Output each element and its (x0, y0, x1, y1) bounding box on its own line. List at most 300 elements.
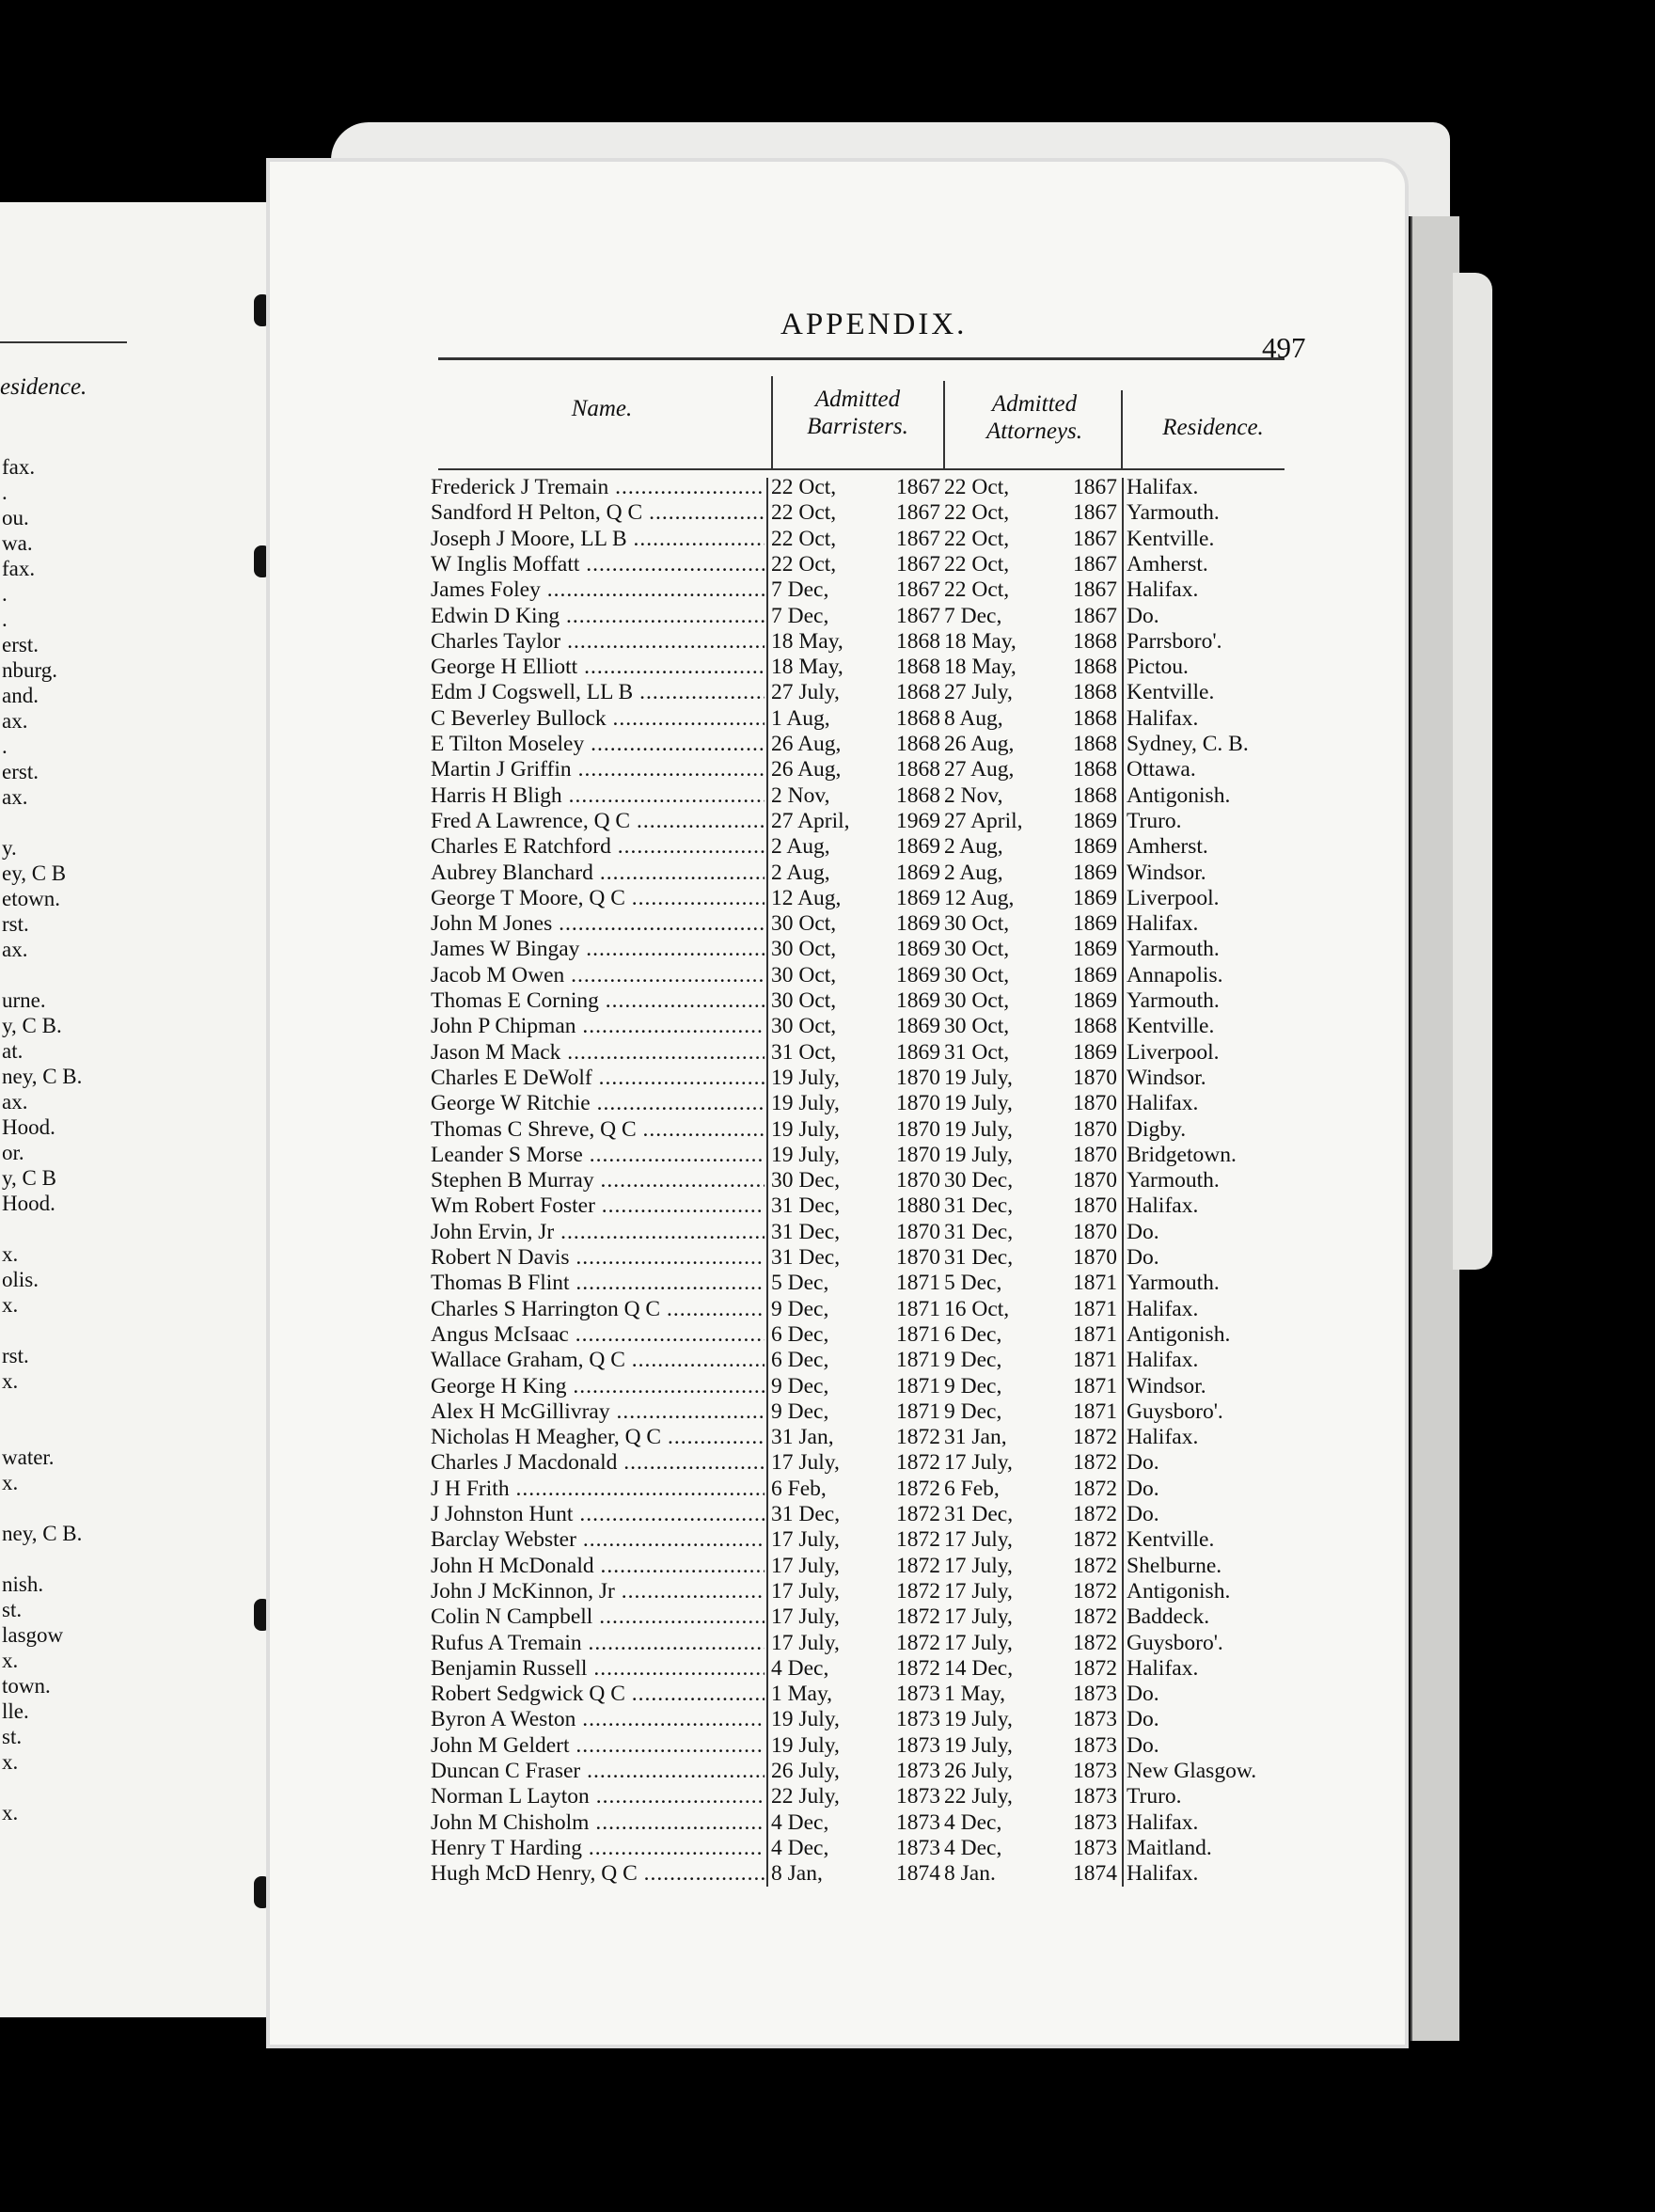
barrister-year: 1873 (896, 1759, 940, 1783)
attorney-year: 1873 (1073, 1835, 1117, 1860)
attorney-year: 1868 (1073, 782, 1117, 808)
residence: Pictou. (1127, 655, 1189, 680)
residence: Liverpool. (1127, 885, 1220, 910)
column-header-name (527, 395, 677, 422)
left-residence-entry: erst. (2, 633, 39, 656)
barrister-year: 1870 (896, 1116, 940, 1142)
residence: Baddeck. (1127, 1604, 1210, 1630)
residence: Antigonish. (1127, 1321, 1231, 1347)
entry-name: John M Chisholm ..... (431, 1810, 764, 1836)
left-residence-entry: ney, C B. (2, 1065, 83, 1088)
attorney-year: 1872 (1073, 1630, 1117, 1655)
barrister-year: 1873 (896, 1835, 940, 1860)
barrister-year: 1869 (896, 962, 940, 988)
attorney-date: 31 Jan, (944, 1425, 1007, 1450)
attorney-year: 1869 (1073, 885, 1117, 910)
entry-name: John Ervin, Jr ..... (431, 1220, 764, 1245)
barrister-date: 17 July, (771, 1630, 840, 1655)
attorney-year: 1870 (1073, 1116, 1117, 1142)
left-residence-entry: lle. (2, 1699, 29, 1723)
barrister-year: 1868 (896, 732, 940, 756)
barrister-date: 19 July, (771, 1116, 840, 1142)
entry-name: Nicholas H Meagher, Q C ..... (431, 1425, 764, 1450)
attorney-year: 1867 (1073, 526, 1117, 551)
attorney-date: 19 July, (944, 1732, 1013, 1758)
residence: Do. (1127, 1707, 1159, 1732)
barrister-date: 7 Dec, (771, 577, 829, 603)
residence: Windsor. (1127, 860, 1206, 885)
entry-name: J H Frith ..... (431, 1477, 764, 1502)
barrister-year: 1872 (896, 1425, 940, 1450)
entry-name: Fred A Lawrence, Q C ..... (431, 809, 764, 834)
left-residence-entry: and. (2, 684, 39, 707)
barrister-date: 30 Oct, (771, 1014, 837, 1039)
entry-name: Alex H McGillivray ..... (431, 1399, 764, 1425)
entry-name: Henry T Harding ..... (431, 1836, 764, 1861)
left-residence-entry: . (2, 582, 8, 606)
barrister-year: 1873 (896, 1732, 940, 1758)
attorney-date: 22 Oct, (944, 500, 1010, 526)
barrister-year: 1872 (896, 1527, 940, 1553)
barrister-year: 1867 (896, 603, 940, 628)
residence: Kentville. (1127, 526, 1215, 551)
barrister-year: 1870 (896, 1065, 940, 1090)
barrister-date: 6 Feb, (771, 1476, 827, 1501)
attorney-date: 22 Oct, (944, 526, 1010, 551)
entry-name: Edwin D King ..... (431, 604, 764, 629)
entry-name: Martin J Griffin ..... (431, 757, 764, 782)
attorney-year: 1868 (1073, 732, 1117, 756)
attorney-year: 1871 (1073, 1271, 1117, 1296)
entry-name: Leander S Morse ..... (431, 1143, 764, 1168)
barrister-date: 19 July, (771, 1065, 840, 1090)
attorney-date: 2 Nov, (944, 782, 1003, 808)
column-header-attorneys-line2: Attorneys. (985, 419, 1083, 444)
left-residence-entry: lasgow (2, 1623, 64, 1647)
attorney-year: 1869 (1073, 860, 1117, 885)
entry-name: George H King ..... (431, 1374, 764, 1399)
left-residence-entry: etown. (2, 887, 60, 910)
attorney-date: 27 Aug, (944, 757, 1015, 782)
residence: Do. (1127, 1219, 1159, 1244)
entry-name: Charles S Harrington Q C ..... (431, 1297, 764, 1322)
barrister-date: 27 April, (771, 808, 850, 833)
barrister-year: 1872 (896, 1630, 940, 1655)
entry-name: John M Geldert ..... (431, 1733, 764, 1759)
attorney-year: 1867 (1073, 603, 1117, 628)
left-residence-entry: . (2, 481, 8, 504)
barrister-year: 1869 (896, 1039, 940, 1065)
attorney-date: 19 July, (944, 1116, 1013, 1142)
barrister-date: 22 Oct, (771, 500, 837, 526)
left-residence-entry: ou. (2, 506, 29, 529)
barrister-year: 1868 (896, 628, 940, 654)
attorney-year: 1870 (1073, 1168, 1117, 1193)
left-residence-entry: water. (2, 1446, 55, 1469)
attorney-year: 1869 (1073, 911, 1117, 937)
left-residence-entry: st. (2, 1725, 23, 1748)
left-residence-entry: x. (2, 1293, 19, 1317)
residence: Ottawa. (1127, 757, 1196, 782)
entry-name: George T Moore, Q C ..... (431, 886, 764, 911)
left-residence-entry: ax. (2, 709, 28, 733)
entry-name: C Beverley Bullock ..... (431, 706, 764, 732)
left-residence-entry: urne. (2, 988, 46, 1012)
residence: Antigonish. (1127, 782, 1231, 808)
barrister-date: 26 July, (771, 1759, 840, 1783)
attorney-year: 1867 (1073, 577, 1117, 603)
column-header-attorneys (945, 390, 1124, 445)
left-residence-entry: Hood. (2, 1192, 55, 1215)
barrister-date: 12 Aug, (771, 885, 842, 910)
entry-name: Stephen B Murray ..... (431, 1168, 764, 1193)
barrister-date: 18 May, (771, 628, 843, 654)
attorney-date: 22 July, (944, 1784, 1013, 1809)
entry-name: Charles E Ratchford ..... (431, 834, 764, 860)
entry-name: Robert N Davis ..... (431, 1245, 764, 1271)
residence: Halifax. (1127, 1091, 1199, 1116)
barrister-date: 31 Dec, (771, 1219, 841, 1244)
column-header-barristers-line1: Admitted (814, 387, 901, 412)
attorney-date: 17 July, (944, 1578, 1013, 1604)
attorney-year: 1869 (1073, 962, 1117, 988)
attorney-year: 1870 (1073, 1091, 1117, 1116)
barrister-date: 1 Aug, (771, 705, 830, 731)
entry-name: Rufus A Tremain ..... (431, 1631, 764, 1656)
residence: New Glasgow. (1127, 1759, 1257, 1783)
attorney-date: 22 Oct, (944, 475, 1010, 499)
table-header-rule (438, 468, 1285, 470)
left-residence-entry (2, 1495, 82, 1521)
barrister-date: 30 Oct, (771, 911, 837, 937)
barrister-year: 1868 (896, 705, 940, 731)
barrister-year: 1868 (896, 680, 940, 705)
barrister-date: 30 Dec, (771, 1168, 841, 1193)
attorney-year: 1869 (1073, 808, 1117, 833)
attorney-date: 17 July, (944, 1630, 1013, 1655)
entry-name: Benjamin Russell ..... (431, 1656, 764, 1682)
entry-name: Harris H Bligh ..... (431, 783, 764, 809)
attorney-year: 1868 (1073, 655, 1117, 680)
barrister-date: 31 Dec, (771, 1502, 841, 1526)
attorney-year: 1869 (1073, 834, 1117, 860)
barrister-year: 1870 (896, 1168, 940, 1193)
attorney-year: 1868 (1073, 757, 1117, 782)
barrister-year: 1871 (896, 1296, 940, 1321)
attorney-date: 19 July, (944, 1142, 1013, 1167)
attorney-year: 1874 (1073, 1861, 1117, 1887)
residence: Halifax. (1127, 475, 1199, 499)
barrister-year: 1870 (896, 1142, 940, 1167)
barrister-date: 30 Oct, (771, 962, 837, 988)
left-residence-entry: rst. (2, 912, 29, 936)
barrister-date: 4 Dec, (771, 1655, 829, 1681)
attorney-date: 19 July, (944, 1065, 1013, 1090)
left-residence-entry: town. (2, 1674, 51, 1698)
barrister-year: 1871 (896, 1398, 940, 1424)
left-residence-entry: ax. (2, 785, 28, 809)
entry-name: J Johnston Hunt ..... (431, 1502, 764, 1527)
residence: Halifax. (1127, 1861, 1199, 1887)
attorney-year: 1871 (1073, 1321, 1117, 1347)
left-residence-entry: ax. (2, 938, 28, 961)
barrister-date: 26 Aug, (771, 757, 842, 782)
barrister-year: 1872 (896, 1476, 940, 1501)
barrister-year: 1867 (896, 500, 940, 526)
residence: Guysboro'. (1127, 1398, 1223, 1424)
left-residence-entry (2, 1216, 82, 1241)
entry-name: James W Bingay ..... (431, 937, 764, 962)
residence: Halifax. (1127, 577, 1199, 603)
left-residence-entry: nish. (2, 1572, 44, 1596)
entry-name: Joseph J Moore, LL B ..... (431, 527, 764, 552)
residence: Halifax. (1127, 1193, 1199, 1219)
attorney-date: 2 Aug, (944, 860, 1003, 885)
entry-name: E Tilton Moseley ..... (431, 732, 764, 757)
attorney-date: 17 July, (944, 1450, 1013, 1476)
entry-name: Frederick J Tremain ..... (431, 475, 764, 500)
attorney-date: 26 July, (944, 1759, 1013, 1783)
barrister-date: 22 July, (771, 1784, 840, 1809)
barrister-year: 1871 (896, 1373, 940, 1398)
attorney-year: 1872 (1073, 1527, 1117, 1553)
left-residence-entry: x. (2, 1369, 19, 1393)
residence: Yarmouth. (1127, 937, 1220, 962)
left-residence-entry: y, C B (2, 1166, 56, 1190)
barrister-date: 1 May, (771, 1682, 833, 1707)
attorney-year: 1873 (1073, 1784, 1117, 1809)
previous-page-fragment (0, 202, 276, 2017)
attorney-date: 9 Dec, (944, 1398, 1002, 1424)
residence: Kentville. (1127, 1014, 1215, 1039)
barrister-date: 17 July, (771, 1450, 840, 1476)
barrister-date: 9 Dec, (771, 1373, 829, 1398)
barrister-date: 5 Dec, (771, 1271, 829, 1296)
attorney-year: 1872 (1073, 1476, 1117, 1501)
barrister-date: 17 July, (771, 1527, 840, 1553)
left-column-header: esidence. (0, 374, 87, 400)
barrister-date: 19 July, (771, 1707, 840, 1732)
residence: Amherst. (1127, 551, 1208, 577)
barrister-date: 4 Dec, (771, 1809, 829, 1835)
left-residence-entry: or. (2, 1141, 24, 1164)
attorney-year: 1873 (1073, 1759, 1117, 1783)
left-residence-entry: ax. (2, 1090, 28, 1114)
barrister-year: 1868 (896, 782, 940, 808)
column-divider (943, 381, 945, 470)
residence: Halifax. (1127, 1296, 1199, 1321)
barrister-date: 2 Aug, (771, 860, 830, 885)
barrister-date: 17 July, (771, 1553, 840, 1578)
residence: Kentville. (1127, 1527, 1215, 1553)
residence: Guysboro'. (1127, 1630, 1223, 1655)
barrister-date: 31 Dec, (771, 1193, 841, 1219)
attorney-date: 22 Oct, (944, 577, 1010, 603)
column-header-barristers-line2: Barristers. (807, 414, 908, 439)
barrister-date: 22 Oct, (771, 475, 837, 499)
left-residence-entry: . (2, 608, 8, 631)
attorney-year: 1870 (1073, 1142, 1117, 1167)
attorney-year: 1871 (1073, 1348, 1117, 1373)
residence: Halifax. (1127, 1655, 1199, 1681)
attorney-date: 30 Oct, (944, 1014, 1010, 1039)
entry-name: Hugh McD Henry, Q C ..... (431, 1861, 764, 1887)
attorney-date: 6 Dec, (944, 1321, 1002, 1347)
left-residence-entry: Hood. (2, 1115, 55, 1139)
attorney-date: 27 April, (944, 808, 1023, 833)
entry-name: Aubrey Blanchard ..... (431, 861, 764, 886)
residence: Do. (1127, 1732, 1159, 1758)
entry-name: Charles Taylor ..... (431, 629, 764, 655)
entry-name: George W Ritchie ..... (431, 1091, 764, 1116)
attorney-date: 4 Dec, (944, 1809, 1002, 1835)
attorney-date: 30 Oct, (944, 911, 1010, 937)
barrister-date: 31 Jan, (771, 1425, 834, 1450)
entry-name: Duncan C Fraser ..... (431, 1759, 764, 1784)
left-residence-entry: wa. (2, 531, 33, 555)
entry-name: Angus McIsaac ..... (431, 1322, 764, 1348)
left-residence-entry: rst. (2, 1344, 29, 1367)
column-divider (1121, 390, 1123, 470)
entry-name: Wallace Graham, Q C ..... (431, 1348, 764, 1373)
attorney-year: 1868 (1073, 628, 1117, 654)
barrister-date: 18 May, (771, 655, 843, 680)
column-header-attorneys-line1: Admitted (991, 391, 1078, 417)
barrister-year: 1869 (896, 937, 940, 962)
residence: Do. (1127, 1682, 1159, 1707)
attorney-date: 30 Oct, (944, 937, 1010, 962)
attorney-date: 18 May, (944, 628, 1017, 654)
attorney-year: 1869 (1073, 1039, 1117, 1065)
residence: Truro. (1127, 808, 1182, 833)
residence: Bridgetown. (1127, 1142, 1237, 1167)
left-residence-entry: olis. (2, 1268, 39, 1291)
entry-name: Jacob M Owen ..... (431, 963, 764, 988)
barrister-year: 1872 (896, 1450, 940, 1476)
residence: Halifax. (1127, 1425, 1199, 1450)
attorney-year: 1867 (1073, 475, 1117, 499)
left-residence-entry: . (2, 735, 8, 758)
barrister-year: 1867 (896, 475, 940, 499)
residence: Yarmouth. (1127, 1168, 1220, 1193)
residence: Do. (1127, 1502, 1159, 1526)
entry-name: Charles J Macdonald ..... (431, 1450, 764, 1476)
entry-name: John J McKinnon, Jr ..... (431, 1579, 764, 1604)
left-residence-entry (2, 1394, 82, 1419)
residence: Annapolis. (1127, 962, 1223, 988)
left-residence-entry: fax. (2, 455, 36, 479)
residence: Windsor. (1127, 1065, 1206, 1090)
barrister-year: 1873 (896, 1682, 940, 1707)
barrister-date: 4 Dec, (771, 1835, 829, 1860)
attorney-date: 30 Oct, (944, 962, 1010, 988)
barrister-year: 1873 (896, 1707, 940, 1732)
attorney-year: 1867 (1073, 551, 1117, 577)
barrister-year: 1872 (896, 1553, 940, 1578)
entry-name: Charles E DeWolf ..... (431, 1066, 764, 1091)
attorney-date: 9 Dec, (944, 1348, 1002, 1373)
residence: Liverpool. (1127, 1039, 1220, 1065)
barrister-year: 1867 (896, 577, 940, 603)
column-header-residence (1128, 414, 1298, 441)
attorney-date: 19 July, (944, 1091, 1013, 1116)
left-residence-entry (2, 962, 82, 988)
entry-name: Barclay Webster ..... (431, 1527, 764, 1553)
barrister-year: 1868 (896, 655, 940, 680)
left-residence-entry (2, 1546, 82, 1572)
attorney-date: 18 May, (944, 655, 1017, 680)
attorney-year: 1872 (1073, 1553, 1117, 1578)
residence: Sydney, C. B. (1127, 732, 1249, 756)
entry-name: Thomas B Flint ..... (431, 1271, 764, 1296)
entry-name: George H Elliott ..... (431, 655, 764, 680)
entry-name: John P Chipman ..... (431, 1014, 764, 1039)
barrister-year: 1871 (896, 1271, 940, 1296)
attorney-date: 2 Aug, (944, 834, 1003, 860)
column-divider (771, 376, 773, 470)
attorney-year: 1872 (1073, 1604, 1117, 1630)
left-residence-entry: ey, C B (2, 861, 67, 885)
residence: Kentville. (1127, 680, 1215, 705)
attorney-year: 1870 (1073, 1065, 1117, 1090)
residence: Parrsboro'. (1127, 628, 1222, 654)
barrister-year: 1869 (896, 860, 940, 885)
attorney-date: 8 Jan. (944, 1861, 996, 1887)
barrister-date: 31 Dec, (771, 1245, 841, 1270)
residence: Do. (1127, 1476, 1159, 1501)
barrister-date: 31 Oct, (771, 1039, 837, 1065)
attorney-date: 30 Oct, (944, 988, 1010, 1013)
barrister-year: 1868 (896, 757, 940, 782)
barrister-year: 1870 (896, 1219, 940, 1244)
page-side-edge-outer (1453, 273, 1492, 1270)
attorney-date: 31 Dec, (944, 1245, 1014, 1270)
attorney-year: 1871 (1073, 1296, 1117, 1321)
page-number: 497 (1262, 331, 1306, 364)
attorney-date: 22 Oct, (944, 551, 1010, 577)
barrister-year: 1872 (896, 1604, 940, 1630)
left-residence-entry: at. (2, 1039, 24, 1063)
attorney-year: 1872 (1073, 1425, 1117, 1450)
barrister-year: 1872 (896, 1502, 940, 1526)
residence: Halifax. (1127, 1809, 1199, 1835)
header-rule (0, 341, 127, 343)
attorney-year: 1870 (1073, 1193, 1117, 1219)
table-top-rule (438, 357, 1285, 360)
barrister-date: 6 Dec, (771, 1321, 829, 1347)
barrister-date: 8 Jan, (771, 1861, 823, 1887)
left-residence-entry (2, 810, 82, 835)
attorney-year: 1869 (1073, 988, 1117, 1013)
attorney-date: 17 July, (944, 1553, 1013, 1578)
residence: Yarmouth. (1127, 988, 1220, 1013)
left-residence-entry: fax. (2, 557, 36, 580)
barrister-year: 1869 (896, 988, 940, 1013)
attorney-year: 1870 (1073, 1245, 1117, 1270)
barrister-date: 27 July, (771, 680, 840, 705)
attorney-date: 31 Dec, (944, 1219, 1014, 1244)
barrister-year: 1873 (896, 1809, 940, 1835)
entry-name: Sandford H Pelton, Q C ..... (431, 500, 764, 526)
attorney-date: 4 Dec, (944, 1835, 1002, 1860)
attorney-year: 1871 (1073, 1398, 1117, 1424)
barrister-year: 1869 (896, 834, 940, 860)
attorney-date: 17 July, (944, 1527, 1013, 1553)
entry-name: Edm J Cogswell, LL B ..... (431, 680, 764, 705)
entry-name: W Inglis Moffatt ..... (431, 552, 764, 577)
residence: Truro. (1127, 1784, 1182, 1809)
entry-name: Byron A Weston ..... (431, 1707, 764, 1732)
